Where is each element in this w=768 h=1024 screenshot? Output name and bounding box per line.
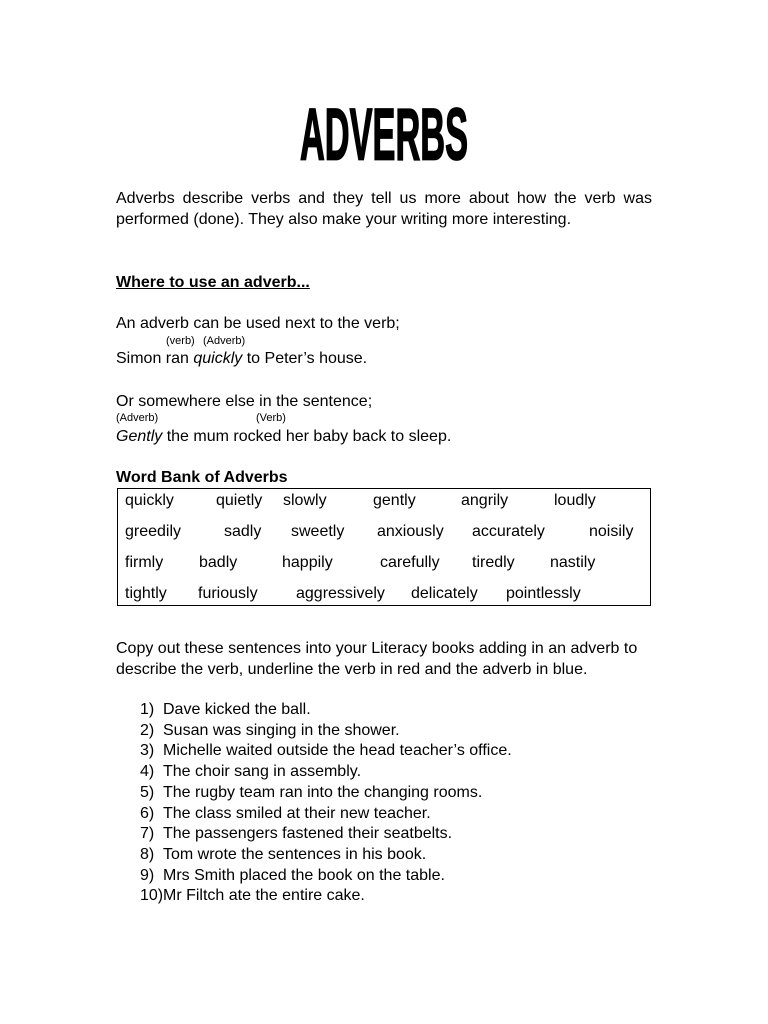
task-instructions: Copy out these sentences into your Literacy books adding in an adverb to describe the verb, underline the verb in red and the adverb in blue. <box>116 640 638 678</box>
list-item-text: The class smiled at their new teacher. <box>163 804 431 822</box>
list-item-text: Mr Filtch ate the entire cake. <box>163 887 365 905</box>
list-item-text: Dave kicked the ball. <box>163 701 311 718</box>
list-item-number: 4) <box>140 763 155 781</box>
word-bank-word: delicately <box>411 585 478 602</box>
list-item <box>140 741 512 762</box>
list-item <box>140 700 512 721</box>
list-item-text: Tom wrote the sentences in his book. <box>163 845 427 863</box>
word-bank-word: sadly <box>224 523 262 540</box>
list-item <box>140 783 512 804</box>
example1-adverb: quickly <box>193 350 243 367</box>
list-item-number: 8) <box>140 845 155 863</box>
word-bank-word: badly <box>199 554 238 571</box>
example1-sentence <box>116 349 367 369</box>
word-bank-word: furiously <box>198 585 258 602</box>
intro-paragraph: Adverbs describe verbs and they tell us more about how the verb was performed (done). They also make your writing more interesting. <box>116 190 652 228</box>
word-bank-word: happily <box>282 554 333 571</box>
word-bank-word: carefully <box>380 554 440 571</box>
list-item-number: 7) <box>140 825 155 843</box>
page-title: ADVERBS <box>300 93 468 176</box>
example2-verb-annotation: (Verb) <box>256 412 286 424</box>
title-wordart <box>296 92 472 176</box>
example1-after: to Peter’s house. <box>242 350 368 367</box>
word-bank-word: pointlessly <box>506 585 581 602</box>
word-bank-word: aggressively <box>296 585 385 602</box>
example2-adverb: Gently <box>116 428 163 445</box>
word-bank-word: tightly <box>125 585 167 602</box>
where-heading: Where to use an adverb... <box>116 274 310 291</box>
list-item-number: 2) <box>140 721 155 739</box>
list-item-number: 9) <box>140 866 155 884</box>
list-item <box>140 762 512 783</box>
example1-verb-annotation: (verb) <box>166 335 195 347</box>
example1-lead: An adverb can be used next to the verb; <box>116 315 400 332</box>
word-bank-word: firmly <box>125 554 164 571</box>
list-item-number: 6) <box>140 804 155 822</box>
word-bank-word: tiredly <box>472 554 515 571</box>
example2-lead: Or somewhere else in the sentence; <box>116 393 373 410</box>
word-bank-word: sweetly <box>291 523 345 540</box>
list-item <box>140 886 512 907</box>
list-item-text: Mrs Smith placed the book on the table. <box>163 866 445 884</box>
word-bank-word: anxiously <box>377 523 444 540</box>
title-wordart-graphic <box>296 92 472 176</box>
word-bank-word: nastily <box>550 554 596 571</box>
list-item-text: Michelle waited outside the head teacher’s office. <box>163 742 512 760</box>
list-item-number: 10) <box>140 887 164 905</box>
example2-adverb-annotation: (Adverb) <box>116 412 159 424</box>
list-item <box>140 845 512 866</box>
list-item <box>140 824 512 845</box>
word-bank-word: gently <box>373 492 416 509</box>
list-item-number: 5) <box>140 783 155 801</box>
word-bank-word: angrily <box>461 492 509 509</box>
word-bank-word: loudly <box>554 492 596 509</box>
list-item-text: The choir sang in assembly. <box>163 763 362 781</box>
word-bank-word: accurately <box>472 523 545 540</box>
word-bank-heading: Word Bank of Adverbs <box>116 469 288 486</box>
list-item-number: 3) <box>140 742 155 760</box>
list-item-text: Susan was singing in the shower. <box>163 721 400 739</box>
list-item-number: 1) <box>140 701 155 718</box>
example1-adverb-annotation: (Adverb) <box>203 335 246 347</box>
word-bank-word: noisily <box>589 523 634 540</box>
example2-sentence <box>116 427 451 447</box>
list-item <box>140 804 512 825</box>
word-bank-box <box>117 488 651 606</box>
word-bank-word: quickly <box>125 492 174 509</box>
example2-after: the mum rocked her baby back to sleep. <box>162 428 452 445</box>
example1-before: Simon ran <box>116 350 194 367</box>
sentence-list <box>140 700 512 907</box>
list-item <box>140 721 512 742</box>
word-bank-word: slowly <box>283 492 327 509</box>
list-item-text: The passengers fastened their seatbelts. <box>163 825 453 843</box>
word-bank-word: greedily <box>125 523 182 540</box>
word-bank-word: quietly <box>216 492 263 509</box>
list-item-text: The rugby team ran into the changing rooms. <box>163 783 483 801</box>
list-item <box>140 866 512 887</box>
